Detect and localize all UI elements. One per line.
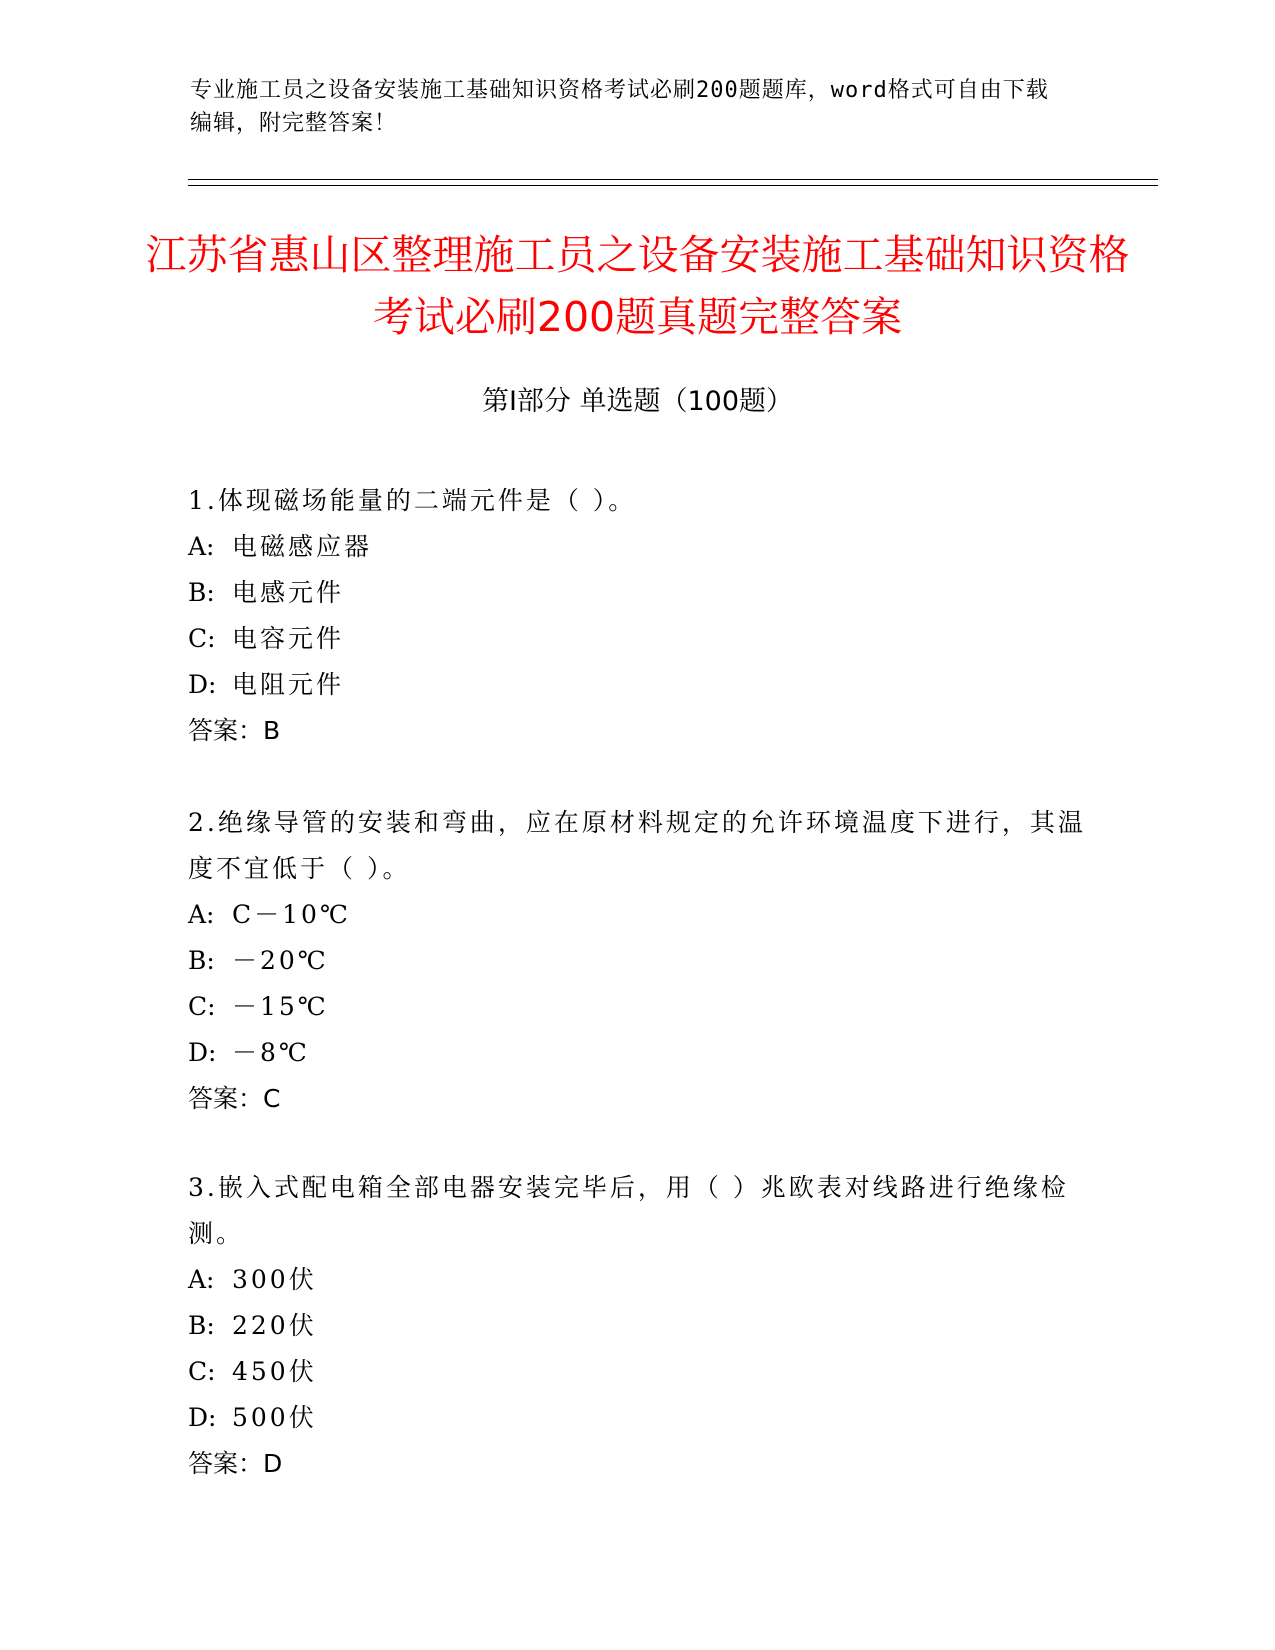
answer-value: D bbox=[263, 1449, 283, 1478]
answer-label: 答案： bbox=[188, 1084, 264, 1113]
option-text: 500伏 bbox=[232, 1403, 317, 1432]
option-a bbox=[188, 524, 1088, 570]
question-stem: 1.体现磁场能量的二端元件是（ ）。 bbox=[188, 486, 637, 515]
option-text: －20℃ bbox=[232, 946, 329, 975]
answer-line bbox=[188, 1441, 1088, 1487]
option-text: －8℃ bbox=[232, 1038, 310, 1067]
option-d bbox=[188, 662, 1088, 708]
option-text: 220伏 bbox=[232, 1311, 317, 1340]
option-letter: A: bbox=[188, 1265, 215, 1294]
question-stem: 2.绝缘导管的安装和弯曲，应在原材料规定的允许环境温度下进行，其温度不宜低于（ ）。 bbox=[188, 808, 1086, 883]
option-letter: B: bbox=[188, 1311, 215, 1340]
option-c bbox=[188, 616, 1088, 662]
header-note: 专业施工员之设备安装施工基础知识资格考试必刷200题题库，word格式可自由下载编辑，附完整答案！ bbox=[190, 78, 1049, 136]
option-letter: C: bbox=[188, 1357, 216, 1386]
answer-value: B bbox=[263, 716, 281, 745]
option-d bbox=[188, 1030, 1088, 1076]
answer-line bbox=[188, 1076, 1088, 1122]
answer-line bbox=[188, 708, 1088, 754]
option-letter: B: bbox=[188, 946, 215, 975]
question-stem: 3.嵌入式配电箱全部电器安装完毕后，用（ ）兆欧表对线路进行绝缘检测。 bbox=[188, 1173, 1069, 1248]
header-divider-top bbox=[188, 179, 1158, 180]
document-title: 江苏省惠山区整理施工员之设备安装施工基础知识资格考试必刷200题真题完整答案 bbox=[145, 231, 1130, 341]
option-text: 电容元件 bbox=[232, 624, 345, 653]
option-letter: D: bbox=[188, 1403, 217, 1432]
option-letter: C: bbox=[188, 624, 216, 653]
option-b bbox=[188, 570, 1088, 616]
question-2 bbox=[188, 800, 1088, 1122]
option-letter: A: bbox=[188, 900, 215, 929]
option-letter: C: bbox=[188, 992, 216, 1021]
option-letter: A: bbox=[188, 532, 215, 561]
option-d bbox=[188, 1395, 1088, 1441]
section-title: 第I部分 单选题（100题） bbox=[481, 386, 794, 417]
option-a bbox=[188, 1257, 1088, 1303]
option-b bbox=[188, 1303, 1088, 1349]
question-1 bbox=[188, 478, 1088, 754]
option-letter: D: bbox=[188, 670, 217, 699]
option-text: 电阻元件 bbox=[232, 670, 345, 699]
answer-label: 答案： bbox=[188, 716, 264, 745]
option-b bbox=[188, 938, 1088, 984]
option-text: C－10℃ bbox=[232, 900, 351, 929]
answer-label: 答案： bbox=[188, 1449, 264, 1478]
option-text: 电磁感应器 bbox=[232, 532, 373, 561]
answer-value: C bbox=[263, 1084, 281, 1113]
option-text: 450伏 bbox=[232, 1357, 317, 1386]
option-letter: B: bbox=[188, 578, 215, 607]
option-text: 300伏 bbox=[232, 1265, 317, 1294]
question-3 bbox=[188, 1165, 1088, 1487]
option-a bbox=[188, 892, 1088, 938]
option-c bbox=[188, 1349, 1088, 1395]
option-letter: D: bbox=[188, 1038, 217, 1067]
option-text: 电感元件 bbox=[232, 578, 345, 607]
option-c bbox=[188, 984, 1088, 1030]
header-divider-bottom bbox=[188, 185, 1158, 186]
option-text: －15℃ bbox=[232, 992, 329, 1021]
